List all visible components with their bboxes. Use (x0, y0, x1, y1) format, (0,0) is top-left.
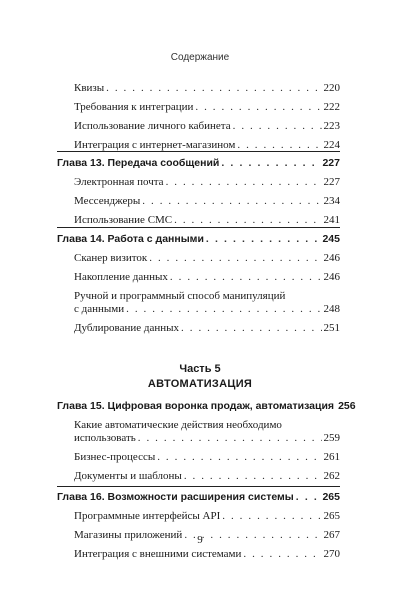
toc-entry-page: 267 (323, 529, 340, 541)
toc-entry (57, 101, 340, 114)
toc-entry-title: Магазины приложений (74, 529, 183, 541)
toc-entry (57, 322, 340, 335)
toc-entry-page: 270 (323, 548, 340, 560)
toc-leader-dots (243, 548, 321, 561)
toc-chapter-14 (57, 233, 340, 335)
toc-leader-dots (296, 491, 321, 504)
toc-leader-dots (174, 214, 321, 227)
toc-leader-dots (138, 432, 322, 445)
toc-entry-page: 222 (323, 101, 340, 113)
toc-leader-dots (206, 233, 321, 246)
part-label: Часть 5 (179, 363, 221, 375)
toc-entry-wrapped-line1: Какие автоматические действия необходимо (74, 419, 282, 431)
running-header: Содержание (170, 52, 230, 63)
toc-entry-page: 241 (323, 214, 340, 226)
toc-entry-title: Программные интерфейсы API (74, 510, 221, 522)
toc-entry (57, 195, 340, 208)
chapter-divider (57, 227, 340, 228)
toc-entry-wrapped-line1: Ручной и программный способ манипуляций (74, 290, 286, 302)
toc-entry-page: 248 (323, 303, 340, 315)
toc-entry-title: Интеграция с внешними системами (74, 548, 242, 560)
toc-entry-page: 246 (323, 252, 340, 264)
part-title: АВТОМАТИЗАЦИЯ (147, 378, 253, 390)
toc-entry-title: Электронная почта (74, 176, 164, 188)
toc-entry-page: 262 (323, 470, 340, 482)
toc-chapter-15 (57, 400, 356, 483)
toc-entry-title: Требования к интеграции (74, 101, 194, 113)
chapter-divider (57, 486, 340, 487)
toc-entry (57, 510, 340, 523)
toc-entry-title: с данными (74, 303, 125, 315)
toc-chapter-title: Глава 13. Передача сообщений (57, 157, 220, 169)
toc-entry-page: 227 (323, 176, 340, 188)
toc-entry (57, 548, 340, 561)
toc-entry-title: использовать (74, 432, 136, 444)
toc-leader-dots (157, 451, 321, 464)
toc-leader-dots (195, 101, 321, 114)
toc-chapter-page: 245 (322, 233, 340, 245)
toc-entry (57, 303, 340, 316)
toc-entry-title: Мессенджеры (74, 195, 141, 207)
chapter-divider (57, 151, 340, 152)
toc-entry-page: 223 (323, 120, 340, 132)
toc-entry (57, 82, 340, 95)
toc-chapter-16 (57, 491, 340, 561)
toc-entry (57, 120, 340, 133)
toc-chapter-heading (57, 400, 356, 413)
toc-entry-page: 234 (323, 195, 340, 207)
toc-entry-title: Интеграция с интернет-магазином (74, 139, 236, 151)
toc-entry-title: Бизнес-процессы (74, 451, 156, 463)
toc-chapter-heading (57, 491, 340, 504)
toc-entry (57, 252, 340, 265)
toc-entry-title: Использование СМС (74, 214, 173, 226)
toc-leader-dots (184, 470, 322, 483)
toc-leader-dots (181, 322, 321, 335)
toc-entry-title: Использование личного кабинета (74, 120, 231, 132)
toc-leader-dots (221, 157, 320, 170)
toc-entry-page: 261 (323, 451, 340, 463)
toc-entry-page: 224 (323, 139, 340, 151)
toc-chapter-page: 227 (322, 157, 340, 169)
toc-chapter-13 (57, 157, 340, 227)
toc-entry-page: 251 (323, 322, 340, 334)
toc-entry-page: 220 (323, 82, 340, 94)
toc-leader-dots (233, 120, 322, 133)
toc-entry-title: Квизы (74, 82, 105, 94)
toc-chapter-title: Глава 14. Работа с данными (57, 233, 204, 245)
toc-entry (57, 176, 340, 189)
toc-leader-dots (149, 252, 321, 265)
toc-entry-title: Сканер визиток (74, 252, 148, 264)
toc-entry-title: Дублирование данных (74, 322, 180, 334)
toc-chapter-title: Глава 15. Цифровая воронка продаж, автоматизация (57, 400, 335, 412)
toc-chapter-page: 265 (322, 491, 340, 503)
toc-entry-page: 265 (323, 510, 340, 522)
toc-leader-dots (126, 303, 321, 316)
toc-entry (57, 451, 340, 464)
toc-chapter-heading (57, 157, 340, 170)
toc-leader-dots (222, 510, 321, 523)
toc-section-top (57, 82, 340, 152)
toc-leader-dots (142, 195, 321, 208)
toc-entry (57, 470, 340, 483)
toc-entry-page: 246 (323, 271, 340, 283)
toc-entry-title: Накопление данных (74, 271, 168, 283)
toc-entry-page: 259 (323, 432, 340, 444)
toc-entry (57, 271, 340, 284)
page-number: 9 (197, 534, 203, 546)
toc-leader-dots (106, 82, 321, 95)
toc-leader-dots (170, 271, 322, 284)
toc-entry-title: Документы и шаблоны (74, 470, 182, 482)
toc-entry (57, 432, 340, 445)
toc-chapter-page: 256 (338, 400, 356, 412)
toc-leader-dots (166, 176, 322, 189)
toc-entry (57, 214, 340, 227)
toc-chapter-heading (57, 233, 340, 246)
toc-chapter-title: Глава 16. Возможности расширения системы (57, 491, 294, 503)
